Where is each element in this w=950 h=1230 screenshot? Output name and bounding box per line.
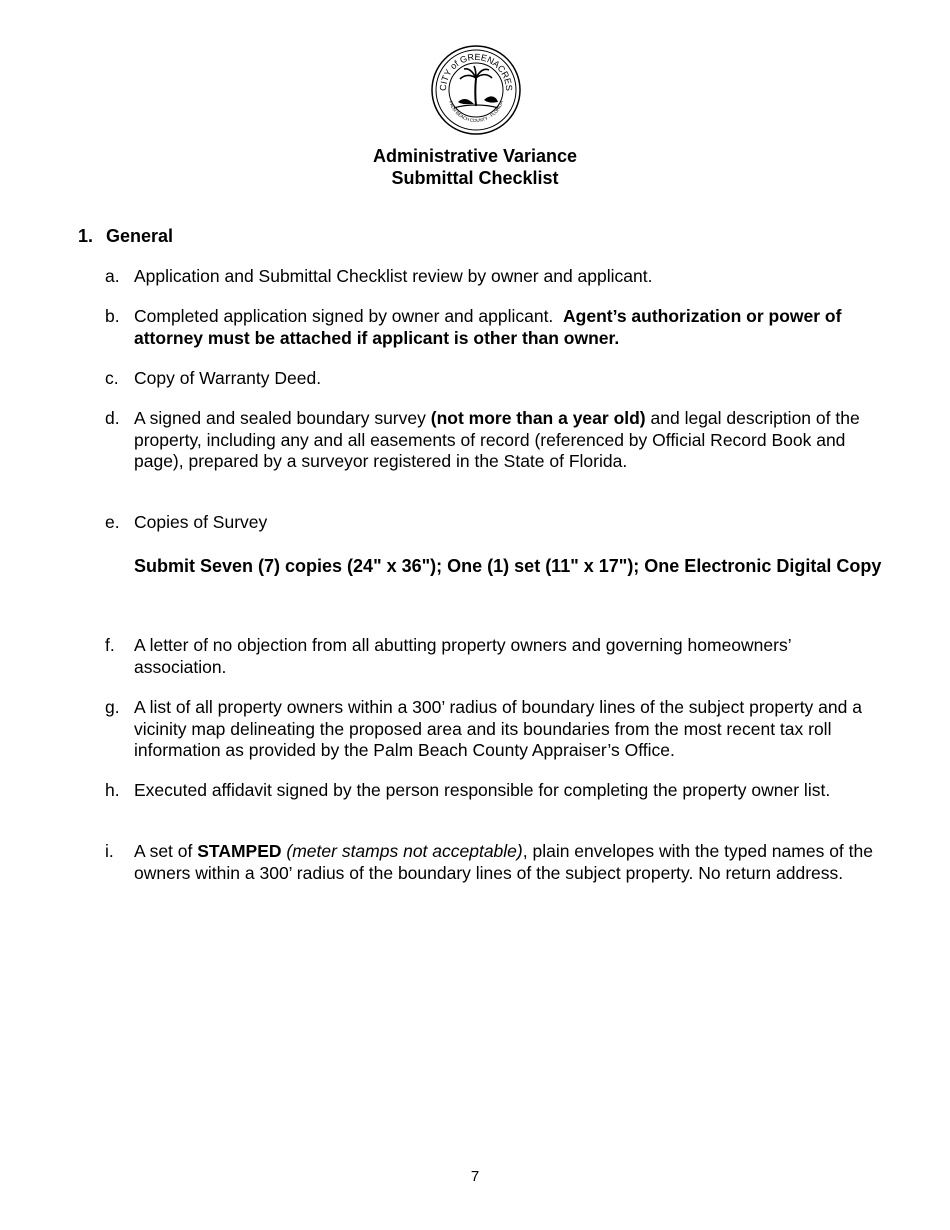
item-letter: f. — [105, 635, 115, 655]
item-text: Completed application signed by owner and applicant. — [134, 306, 554, 326]
item-bold-text: (not more than a year old) — [430, 408, 646, 428]
svg-text:PALM BEACH COUNTY · FLORIDA: PALM BEACH COUNTY · FLORIDA — [448, 100, 504, 124]
item-letter: h. — [105, 780, 120, 800]
item-letter: e. — [105, 512, 120, 532]
item-bold-text: Agent’s authorization or power of attorney must be attached if applicant is other than owner. — [134, 306, 842, 348]
checklist-item-d — [105, 408, 875, 473]
item-letter: i. — [105, 841, 114, 861]
item-letter: c. — [105, 368, 119, 388]
item-italic-text: (meter stamps not acceptable) — [286, 841, 523, 861]
item-text: Application and Submittal Checklist review by owner and applicant. — [134, 266, 653, 286]
title-line-2: Submittal Checklist — [391, 168, 559, 188]
survey-copies-requirement: Submit Seven (7) copies (24" x 36"); One (1) set (11" x 17"); One Electronic Digital Copy — [134, 556, 882, 576]
page-number: 7 — [470, 1168, 480, 1185]
checklist-item-c — [105, 368, 875, 390]
page-title — [0, 145, 950, 189]
item-letter: d. — [105, 408, 120, 428]
section-number: 1. — [78, 226, 94, 246]
item-text-continued: , plain envelopes with the typed names of the owners within a 300’ radius of the boundary lines of the subject property. No return address. — [134, 841, 873, 883]
checklist-item-e — [105, 512, 875, 534]
item-text: A set of — [134, 841, 193, 861]
item-text: A list of all property owners within a 300’ radius of boundary lines of the subject property and a vicinity map delineating the proposed area and its boundaries from the most recent tax roll information as provided by the Palm Beach County Appraiser’s Office. — [134, 697, 862, 760]
section-heading — [78, 225, 173, 247]
item-text: Copies of Survey — [134, 512, 268, 532]
item-text: Executed affidavit signed by the person responsible for completing the property owner list. — [134, 780, 831, 800]
checklist-item-a — [105, 266, 875, 288]
section-title: General — [106, 226, 174, 246]
item-text-continued: and legal description of the property, including any and all easements of record (referenced by Official Record Book and page), prepared by a surveyor registered in the State of Florida. — [134, 408, 860, 471]
checklist-item-h — [105, 780, 875, 802]
item-text: A letter of no objection from all abutting property owners and governing homeowners’ association. — [134, 635, 791, 677]
item-letter: g. — [105, 697, 120, 717]
svg-text:CITY of GREENACRES: CITY of GREENACRES — [437, 51, 515, 92]
title-line-1: Administrative Variance — [372, 146, 578, 166]
item-bold-text: STAMPED — [197, 841, 282, 861]
checklist-item-i — [105, 841, 875, 884]
item-letter: b. — [105, 306, 120, 326]
item-text: Copy of Warranty Deed. — [134, 368, 322, 388]
checklist-item-g — [105, 697, 875, 762]
item-text: A signed and sealed boundary survey — [134, 408, 426, 428]
city-seal-logo — [430, 44, 522, 136]
checklist-item-f — [105, 635, 875, 678]
item-letter: a. — [105, 266, 120, 286]
checklist-item-b — [105, 306, 875, 349]
